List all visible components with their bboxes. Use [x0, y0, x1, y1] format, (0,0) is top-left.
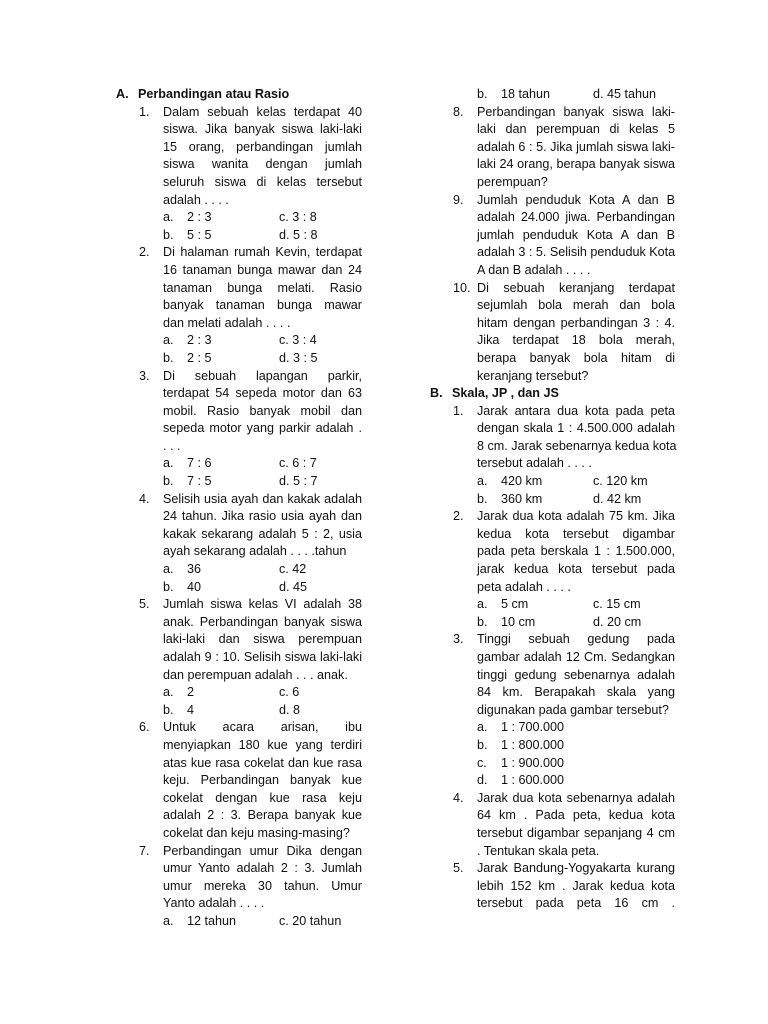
answer-option-row — [430, 719, 675, 737]
option-letter: a. — [163, 210, 174, 225]
question-line — [116, 790, 362, 808]
option-letter: b. — [163, 579, 174, 594]
option-letter: b. — [477, 614, 488, 629]
question-text: adalah 9 : 10. Selisih siswa laki-laki — [163, 650, 362, 664]
answer-option-row — [116, 455, 362, 473]
option-letter: a. — [163, 456, 174, 471]
option-alt: d. 45 — [279, 579, 308, 594]
option-value: 7 : 6 — [187, 456, 212, 471]
option-letter: c. — [477, 755, 487, 770]
option-value: 1 : 800.000 — [501, 737, 565, 752]
option-letter: b. — [477, 737, 488, 752]
question-number: 1. — [139, 104, 150, 119]
section-label: A. — [116, 87, 129, 101]
question-line — [430, 420, 675, 438]
question-line — [430, 280, 675, 298]
question-line — [430, 156, 675, 174]
question-text: Dalam sebuah kelas terdapat 40 — [163, 104, 362, 119]
option-value: 12 tahun — [187, 913, 237, 928]
question-line — [430, 667, 675, 685]
option-alt: c. 6 : 7 — [279, 456, 317, 471]
answer-option-row — [430, 596, 675, 614]
option-letter: a. — [163, 562, 174, 577]
question-text: adalah 3 : 5. Selisih penduduk Kota — [477, 245, 676, 260]
question-line — [430, 332, 675, 350]
question-number: 5. — [453, 861, 464, 876]
question-line — [430, 315, 675, 333]
question-line — [116, 121, 362, 139]
question-line — [430, 631, 675, 649]
option-value: 18 tahun — [501, 87, 551, 101]
question-text: 15 orang, perbandingan jumlah — [163, 139, 362, 154]
question-number: 4. — [139, 491, 150, 506]
question-line — [116, 772, 362, 790]
option-value: 5 cm — [501, 597, 529, 612]
option-letter: a. — [163, 685, 174, 700]
question-line — [116, 508, 362, 526]
question-text: Jarak antara dua kota pada peta — [477, 403, 675, 418]
question-text: sepeda motor yang parkir adalah . — [163, 421, 362, 436]
question-line — [430, 561, 675, 579]
question-text: Jika terdapat 18 bola merah, — [477, 333, 675, 348]
question-text: Di halaman rumah Kevin, terdapat — [163, 245, 362, 260]
question-line — [430, 895, 675, 913]
answer-option-row — [116, 561, 362, 579]
answer-option-row — [116, 350, 362, 368]
question-text: 16 tanaman bunga mawar dan 24 — [163, 262, 362, 277]
question-text: atas kue rasa cokelat dan kue rasa — [163, 755, 362, 770]
question-text: Jarak Bandung-Yogyakarta kurang — [477, 861, 675, 876]
question-text: cokelat dan keju masing-masing? — [163, 825, 350, 840]
question-line — [430, 174, 675, 192]
question-text: Di sebuah keranjang terdapat — [477, 280, 675, 295]
option-letter: d. — [477, 773, 488, 788]
question-text: 64 km . Pada peta, kedua kota — [477, 808, 675, 823]
question-line — [116, 737, 362, 755]
question-text: menyiapkan 180 kue yang terdiri — [163, 737, 362, 752]
question-text: siswa wanita dengan jumlah — [163, 157, 362, 172]
question-number: 3. — [139, 368, 150, 383]
question-text: jarak kedua kota tersebut pada — [477, 562, 675, 577]
question-line — [116, 614, 362, 632]
question-line — [430, 121, 675, 139]
option-value: 1 : 900.000 — [501, 755, 565, 770]
question-text: Perbandingan banyak siswa laki- — [477, 104, 675, 119]
option-alt: d. 42 km — [593, 491, 642, 506]
option-value: 2 — [187, 685, 195, 700]
option-letter: a. — [477, 474, 488, 489]
question-text: keranjang tersebut? — [477, 368, 589, 383]
option-letter: b. — [163, 474, 174, 489]
answer-option-row — [116, 209, 362, 227]
question-line — [116, 755, 362, 773]
question-line — [430, 438, 675, 456]
question-line — [430, 684, 675, 702]
question-text: kakak sekarang adalah 5 : 2, usia — [163, 526, 362, 541]
question-text: tersebut adalah . . . . — [477, 456, 592, 471]
question-line — [430, 368, 675, 386]
question-text: perempuan? — [477, 174, 548, 189]
option-alt: d. 8 — [279, 702, 301, 717]
question-text: . . . — [163, 438, 181, 453]
question-text: dan melati adalah . . . . — [163, 315, 291, 330]
question-text: adalah 6 : 5. Jika jumlah siswa laki- — [477, 139, 675, 154]
question-number: 1. — [453, 403, 464, 418]
option-letter: b. — [163, 227, 174, 242]
question-text: laki-laki dan siswa perempuan — [163, 632, 362, 647]
question-line — [116, 667, 362, 685]
question-line — [116, 156, 362, 174]
question-line — [430, 297, 675, 315]
question-text: umur Yanto adalah 2 : 3. Jumlah — [163, 861, 362, 876]
question-text: Jumlah penduduk Kota A dan B — [477, 192, 675, 207]
option-value: 420 km — [501, 474, 543, 489]
option-value: 10 cm — [501, 614, 536, 629]
right-column — [430, 86, 675, 913]
question-line — [116, 543, 362, 561]
question-line — [116, 895, 362, 913]
question-line — [116, 526, 362, 544]
question-line — [430, 843, 675, 861]
question-text: pada peta berskala 1 : 1.500.000, — [477, 544, 675, 559]
option-letter: b. — [163, 350, 174, 365]
option-value: 36 — [187, 562, 202, 577]
question-line — [430, 579, 675, 597]
option-letter: b. — [477, 491, 488, 506]
question-line — [116, 244, 362, 262]
question-line — [116, 403, 362, 421]
question-text: peta adalah . . . . — [477, 579, 571, 594]
question-text: dan perempuan adalah . . . anak. — [163, 667, 348, 682]
question-number: 5. — [139, 597, 150, 612]
question-text: adalah . . . . — [163, 192, 229, 207]
question-text: laki dan perempuan di kelas 5 — [477, 122, 675, 137]
answer-option-row — [116, 702, 362, 720]
option-value: 1 : 700.000 — [501, 720, 565, 735]
question-line — [430, 350, 675, 368]
question-text: kedua kota tersebut digambar — [477, 526, 675, 541]
option-alt: d. 3 : 5 — [279, 350, 318, 365]
option-value: 360 km — [501, 491, 543, 506]
option-alt: d. 5 : 7 — [279, 474, 318, 489]
answer-option-row — [116, 913, 362, 931]
question-line — [116, 368, 362, 386]
question-line — [430, 543, 675, 561]
answer-option-row — [430, 86, 675, 104]
option-letter: a. — [163, 333, 174, 348]
question-line — [116, 385, 362, 403]
question-line — [116, 280, 362, 298]
question-text: hitam dengan perbandingan 3 : 4. — [477, 315, 675, 330]
answer-option-row — [430, 491, 675, 509]
question-text: berapa banyak bola hitam di — [477, 350, 675, 365]
option-value: 2 : 3 — [187, 210, 212, 225]
question-line — [116, 719, 362, 737]
option-value: 5 : 5 — [187, 227, 212, 242]
option-letter: b. — [163, 702, 174, 717]
question-line — [430, 403, 675, 421]
question-line — [116, 438, 362, 456]
question-line — [430, 825, 675, 843]
question-number: 10. — [453, 280, 471, 295]
option-letter: b. — [477, 87, 488, 101]
question-text: Perbandingan umur Dika dengan — [163, 843, 362, 858]
answer-option-row — [116, 332, 362, 350]
question-text: tersebut digambar sepanjang 4 cm — [477, 825, 675, 840]
question-text: gambar adalah 12 Cm. Sedangkan — [477, 650, 675, 664]
answer-option-row — [116, 684, 362, 702]
question-line — [116, 297, 362, 315]
question-text: digunakan pada gambar tersebut? — [477, 702, 669, 717]
option-letter: a. — [477, 720, 488, 735]
question-text: keju. Perbandingan banyak kue — [163, 773, 362, 788]
question-line — [430, 192, 675, 210]
answer-option-row — [116, 473, 362, 491]
question-text: banyak tanaman bunga mawar — [163, 298, 362, 313]
question-text: Selisih usia ayah dan kakak adalah — [163, 491, 362, 506]
question-line — [430, 807, 675, 825]
question-line — [116, 192, 362, 210]
question-line — [116, 596, 362, 614]
question-line — [116, 315, 362, 333]
answer-option-row — [430, 473, 675, 491]
question-text: A dan B adalah . . . . — [477, 262, 591, 277]
question-number: 2. — [453, 509, 464, 524]
section-label: B. — [430, 386, 443, 401]
question-line — [116, 807, 362, 825]
question-line — [116, 843, 362, 861]
question-text: . Tentukan skala peta. — [477, 843, 600, 858]
question-text: seluruh siswa di kelas tersebut — [163, 174, 362, 189]
question-text: tanaman bunga melati. Rasio — [163, 280, 362, 295]
question-line — [430, 209, 675, 227]
option-value: 2 : 5 — [187, 350, 212, 365]
option-value: 7 : 5 — [187, 474, 212, 489]
question-text: lebih 152 km . Jarak kedua kota — [477, 878, 675, 893]
section-heading — [116, 86, 362, 104]
option-value: 2 : 3 — [187, 333, 212, 348]
question-text: adalah 24.000 jiwa. Perbandingan — [477, 210, 675, 225]
option-letter: a. — [163, 913, 174, 928]
option-alt: c. 42 — [279, 562, 307, 577]
question-text: dengan skala 1 : 4.500.000 adalah — [477, 421, 675, 436]
question-line — [116, 649, 362, 667]
option-alt: d. 5 : 8 — [279, 227, 318, 242]
question-line — [430, 526, 675, 544]
answer-option-row — [430, 737, 675, 755]
option-alt: c. 120 km — [593, 474, 648, 489]
option-alt: c. 6 — [279, 685, 300, 700]
question-line — [430, 104, 675, 122]
question-line — [116, 878, 362, 896]
option-value: 40 — [187, 579, 202, 594]
question-text: Untuk acara arisan, ibu — [163, 720, 362, 735]
question-line — [116, 860, 362, 878]
left-column — [116, 86, 362, 931]
question-line — [116, 262, 362, 280]
question-text: Jarak dua kota adalah 75 km. Jika — [477, 509, 675, 524]
question-number: 8. — [453, 104, 464, 119]
question-text: jumlah penduduk Kota A dan B — [477, 227, 675, 242]
section-heading — [430, 385, 675, 403]
question-number: 7. — [139, 843, 150, 858]
question-text: siswa. Jika banyak siswa laki-laki — [163, 122, 362, 137]
question-text: anak. Perbandingan banyak siswa — [163, 614, 362, 629]
question-text: cokelat dengan kue rasa keju — [163, 790, 362, 805]
question-line — [430, 790, 675, 808]
answer-option-row — [430, 755, 675, 773]
question-line — [430, 227, 675, 245]
question-line — [116, 174, 362, 192]
question-line — [116, 491, 362, 509]
question-text: mobil. Rasio banyak mobil dan — [163, 403, 362, 418]
question-line — [430, 244, 675, 262]
question-text: adalah 2 : 3. Berapa banyak kue — [163, 808, 362, 823]
question-text: Yanto adalah . . . . — [163, 896, 265, 911]
question-text: ayah sekarang adalah . . . .tahun — [163, 544, 347, 559]
option-alt: c. 3 : 8 — [279, 210, 317, 225]
question-line — [116, 139, 362, 157]
question-text: umur mereka 30 tahun. Umur — [163, 878, 362, 893]
section-title: Skala, JP , dan JS — [452, 386, 559, 401]
question-text: terdapat 54 sepeda motor dan 63 — [163, 386, 362, 401]
answer-option-row — [116, 227, 362, 245]
question-line — [430, 455, 675, 473]
question-line — [430, 508, 675, 526]
question-text: Jarak dua kota sebenarnya adalah — [477, 790, 675, 805]
answer-option-row — [430, 614, 675, 632]
question-text: Jumlah siswa kelas VI adalah 38 — [163, 597, 362, 612]
question-line — [430, 649, 675, 667]
question-text: tinggi gedung sebenarnya adalah — [477, 667, 675, 682]
question-text: sejumlah bola merah dan bola — [477, 298, 675, 313]
question-line — [430, 262, 675, 280]
question-line — [116, 420, 362, 438]
question-line — [116, 104, 362, 122]
question-line — [430, 878, 675, 896]
question-text: 84 km. Berapakah skala yang — [477, 685, 675, 700]
option-alt: d. 20 cm — [593, 614, 642, 629]
question-number: 3. — [453, 632, 464, 647]
question-number: 9. — [453, 192, 464, 207]
option-alt: c. 15 cm — [593, 597, 641, 612]
option-letter: a. — [477, 597, 488, 612]
question-line — [116, 825, 362, 843]
question-line — [116, 631, 362, 649]
question-text: Tinggi sebuah gedung pada — [477, 632, 675, 647]
question-line — [430, 139, 675, 157]
question-number: 6. — [139, 720, 150, 735]
question-number: 2. — [139, 245, 150, 260]
option-value: 1 : 600.000 — [501, 773, 565, 788]
question-text: laki 24 orang, berapa banyak siswa — [477, 157, 675, 172]
question-text: tersebut pada peta 16 cm . — [477, 896, 675, 911]
question-text: 8 cm. Jarak sebenarnya kedua kota — [477, 438, 677, 453]
option-alt: d. 45 tahun — [593, 87, 657, 101]
option-value: 4 — [187, 702, 195, 717]
option-alt: c. 3 : 4 — [279, 333, 317, 348]
answer-option-row — [430, 772, 675, 790]
question-number: 4. — [453, 790, 464, 805]
question-line — [430, 702, 675, 720]
option-alt: c. 20 tahun — [279, 913, 342, 928]
question-text: Di sebuah lapangan parkir, — [163, 368, 362, 383]
section-title: Perbandingan atau Rasio — [138, 87, 290, 101]
answer-option-row — [116, 579, 362, 597]
question-line — [430, 860, 675, 878]
question-text: 24 tahun. Jika rasio usia ayah dan — [163, 509, 362, 524]
